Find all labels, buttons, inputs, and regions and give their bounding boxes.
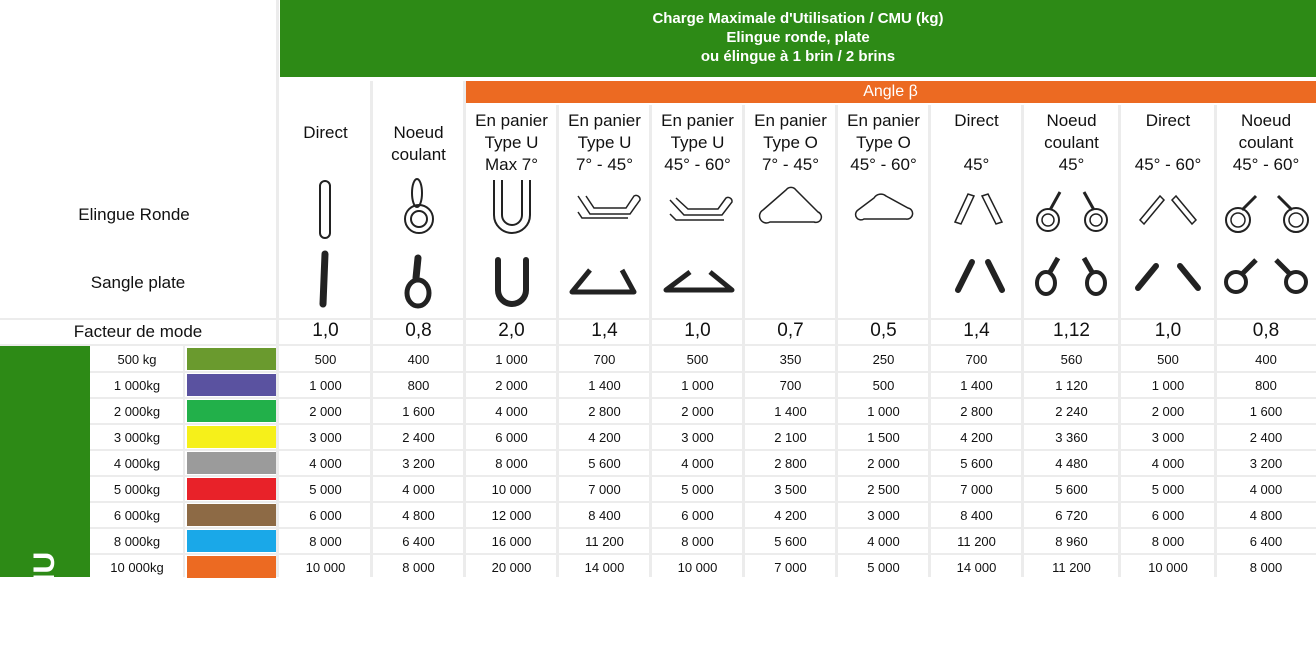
cmu-cell: 3 360 — [1055, 430, 1088, 445]
cmu-cell: 4 000 — [1249, 482, 1283, 497]
column-header-line: 7° - 45° — [761, 155, 820, 174]
cmu-cell: 8 000 — [495, 456, 528, 471]
cmu-cell: 500 — [872, 378, 895, 393]
cmu-cell: 3 000 — [309, 430, 342, 445]
flat-direct-45-icon — [958, 262, 1002, 290]
capacity-color-swatch — [187, 348, 276, 370]
cmu-cell: 8 000 — [402, 560, 435, 575]
capacity-color-swatch — [187, 530, 276, 552]
cmu-cell: 7 000 — [960, 482, 993, 497]
column-header-11 — [1216, 110, 1316, 176]
column-header-4 — [558, 110, 651, 176]
flat-choke-60-icon — [1226, 260, 1306, 292]
cmu-label: CMU — [28, 551, 61, 621]
cmu-cell: 250 — [872, 352, 895, 367]
cmu-cell: 10 000 — [1148, 560, 1188, 575]
cmu-cell: 1 000 — [309, 378, 342, 393]
cmu-cell: 4 000 — [309, 456, 342, 471]
header-line-2: Elingue ronde, plate — [726, 29, 870, 46]
cmu-cell: 5 600 — [774, 534, 807, 549]
column-header-line: Noeud — [1240, 111, 1292, 130]
cmu-cell: 3 000 — [681, 430, 714, 445]
grid-hline — [90, 501, 1316, 503]
column-header-line: Direct — [954, 111, 999, 130]
cmu-cell: 3 000 — [867, 508, 900, 523]
grid-hline — [90, 449, 1316, 451]
cmu-cell: 2 000 — [495, 378, 528, 393]
column-header-line: En panier — [568, 111, 641, 130]
factor-value: 1,0 — [684, 320, 711, 341]
cmu-cell: 1 500 — [867, 430, 900, 445]
capacity-color-swatch — [187, 556, 276, 578]
angle-header: Angle β — [465, 81, 1316, 103]
cmu-cell: 6 000 — [681, 508, 714, 523]
cmu-cell: 2 000 — [309, 404, 342, 419]
cmu-cell: 500 — [1157, 352, 1179, 367]
cmu-cell: 1 000 — [495, 352, 528, 367]
flat-basket-u-icon — [498, 260, 526, 304]
factor-value: 1,4 — [591, 320, 618, 341]
column-header-line: En panier — [754, 111, 827, 130]
factor-value: 2,0 — [498, 320, 525, 341]
cmu-cell: 8 960 — [1055, 534, 1088, 549]
cmu-cell: 3 200 — [402, 456, 435, 471]
cmu-cell: 1 600 — [1249, 404, 1283, 419]
cmu-cell: 500 — [314, 352, 337, 367]
cmu-cell: 16 000 — [491, 534, 532, 549]
cmu-cell: 4 200 — [960, 430, 993, 445]
column-header-5 — [651, 110, 744, 176]
factor-value: 0,8 — [1252, 320, 1280, 341]
cmu-cell: 11 200 — [957, 534, 996, 549]
label-elingue-ronde: Elingue Ronde — [78, 205, 190, 224]
cmu-cell: 8 400 — [960, 508, 993, 523]
cmu-cell: 1 000 — [1151, 378, 1185, 393]
column-header-line: Type U — [484, 133, 539, 152]
cmu-cell: 4 200 — [774, 508, 807, 523]
capacity-label: 1 000kg — [113, 378, 161, 393]
column-header-line: Noeud — [393, 123, 444, 142]
cmu-cell: 8 000 — [309, 534, 342, 549]
capacity-label: 4 000kg — [113, 456, 161, 471]
capacity-label: 8 000kg — [113, 534, 161, 549]
column-header-line: Type O — [856, 133, 911, 152]
grid-hline — [90, 423, 1316, 425]
flat-choke-icon — [407, 258, 429, 306]
cmu-cell: 10 000 — [305, 560, 346, 575]
cmu-cell: 1 400 — [774, 404, 807, 419]
cmu-cell: 1 000 — [681, 378, 714, 393]
cmu-cell: 2 000 — [681, 404, 714, 419]
cmu-cell: 6 000 — [309, 508, 342, 523]
cmu-cell: 4 200 — [588, 430, 621, 445]
capacity-label: 3 000kg — [113, 430, 161, 445]
column-header-1 — [279, 122, 372, 144]
column-header-line: 45° - 60° — [1134, 155, 1202, 174]
cmu-cell: 3 200 — [1249, 456, 1283, 471]
factor-value: 0,7 — [777, 320, 804, 341]
cmu-cell: 6 400 — [1249, 534, 1283, 549]
cmu-cell: 10 000 — [491, 482, 532, 497]
column-header-line: Max 7° — [484, 155, 539, 174]
grid-hline — [90, 553, 1316, 555]
cmu-cell: 11 200 — [585, 534, 624, 549]
cmu-cell: 4 800 — [402, 508, 435, 523]
cmu-cell: 5 600 — [1055, 482, 1088, 497]
cmu-cell: 2 100 — [774, 430, 807, 445]
cmu-cell: 800 — [407, 378, 430, 393]
cmu-cell: 700 — [593, 352, 616, 367]
column-header-3 — [465, 110, 558, 176]
cmu-cell: 7 000 — [588, 482, 621, 497]
round-basket-o-45-icon — [760, 187, 822, 223]
header-line-3: ou élingue à 1 brin / 2 brins — [700, 48, 896, 65]
cmu-cell: 4 000 — [402, 482, 435, 497]
cmu-cell: 700 — [779, 378, 802, 393]
cmu-cell: 20 000 — [491, 560, 532, 575]
cmu-cell: 2 500 — [867, 482, 900, 497]
factor-value: 1,12 — [1053, 320, 1090, 341]
cmu-cell: 4 800 — [1249, 508, 1283, 523]
cmu-cell: 6 400 — [402, 534, 435, 549]
cmu-cell: 2 800 — [588, 404, 621, 419]
grid-hline — [90, 527, 1316, 529]
grid-hline — [0, 344, 1316, 346]
cmu-cell: 1 400 — [588, 378, 621, 393]
column-header-2 — [372, 122, 465, 166]
cmu-header — [280, 0, 1316, 77]
column-header-9 — [1023, 110, 1120, 176]
cmu-cell: 12 000 — [491, 508, 532, 523]
grid-hline — [90, 371, 1316, 373]
cmu-cell: 1 120 — [1055, 378, 1088, 393]
cmu-cell: 2 800 — [774, 456, 807, 471]
column-header-line: coulant — [1044, 133, 1099, 152]
cmu-cell: 800 — [1255, 378, 1277, 393]
round-direct-60-icon — [1140, 196, 1196, 224]
cmu-cell: 2 240 — [1055, 404, 1088, 419]
cmu-cell: 14 000 — [956, 560, 997, 575]
capacity-label: 500 kg — [117, 352, 157, 367]
cmu-cell: 8 000 — [1151, 534, 1185, 549]
cmu-cell: 350 — [779, 352, 802, 367]
cmu-cell: 500 — [686, 352, 709, 367]
round-choke-icon — [405, 179, 433, 233]
label-facteur-mode: Facteur de mode — [73, 322, 203, 341]
flat-basket-u-45-icon — [572, 270, 634, 292]
factor-value: 1,4 — [963, 320, 990, 341]
column-header-line: Type O — [763, 133, 818, 152]
column-header-line: 7° - 45° — [575, 155, 634, 174]
grid-hline — [90, 397, 1316, 399]
cmu-cell: 11 200 — [1052, 560, 1091, 575]
column-header-line: Direct — [1145, 111, 1191, 130]
cmu-cell: 5 000 — [681, 482, 714, 497]
column-header-line: Type U — [670, 133, 725, 152]
round-basket-u-icon — [494, 180, 530, 233]
column-header-6 — [744, 110, 837, 176]
grid-hline — [90, 475, 1316, 477]
round-basket-o-60-icon — [856, 194, 913, 220]
factor-value: 1,0 — [312, 320, 339, 341]
round-basket-u-60-icon — [670, 197, 732, 220]
round-basket-u-45-icon — [578, 195, 640, 218]
factor-value: 0,8 — [405, 320, 432, 341]
cmu-block — [0, 346, 90, 621]
capacity-color-swatch — [187, 374, 276, 396]
factor-value: 0,5 — [870, 320, 897, 341]
cmu-cell: 1 400 — [960, 378, 993, 393]
column-header-line — [930, 132, 1023, 154]
flat-basket-u-60-icon — [666, 272, 732, 290]
cmu-cell: 6 000 — [1151, 508, 1185, 523]
capacity-color-swatch — [187, 426, 276, 448]
capacity-label: 5 000kg — [113, 482, 161, 497]
column-header-line: 45° — [1058, 155, 1085, 174]
cmu-cell: 8 000 — [1249, 560, 1283, 575]
column-header-7 — [837, 110, 930, 176]
cmu-cell: 5 000 — [867, 560, 900, 575]
cmu-cell: 4 000 — [1151, 456, 1185, 471]
column-header-line: En panier — [661, 111, 734, 130]
cmu-cell: 5 600 — [960, 456, 993, 471]
cmu-cell: 6 720 — [1055, 508, 1088, 523]
cmu-cell: 1 600 — [402, 404, 435, 419]
round-direct-icon — [320, 181, 330, 238]
cmu-cell: 2 400 — [1249, 430, 1283, 445]
capacity-label: 10 000kg — [110, 560, 164, 575]
cmu-cell: 6 000 — [495, 430, 528, 445]
cmu-cell: 4 000 — [681, 456, 714, 471]
cmu-cell: 3 000 — [1151, 430, 1185, 445]
round-direct-45-icon — [955, 194, 1002, 224]
column-header-line: 45° - 60° — [664, 155, 731, 174]
header-line-1: Charge Maximale d'Utilisation / CMU (kg) — [652, 10, 944, 27]
capacity-color-swatch — [187, 452, 276, 474]
round-choke-45-icon — [1037, 192, 1107, 231]
cmu-cell: 8 400 — [588, 508, 621, 523]
cmu-cell: 14 000 — [584, 560, 625, 575]
column-header-line: coulant — [391, 145, 446, 164]
flat-direct-60-icon — [1138, 266, 1198, 288]
column-header-line: Type U — [577, 133, 632, 152]
grid-vline — [183, 346, 185, 577]
capacity-color-swatch — [187, 504, 276, 526]
cmu-cell: 7 000 — [774, 560, 807, 575]
cmu-cell: 3 500 — [774, 482, 807, 497]
flat-direct-icon — [323, 254, 325, 304]
cmu-cell: 4 480 — [1055, 456, 1088, 471]
factor-value: 1,0 — [1154, 320, 1182, 341]
capacity-color-swatch — [187, 478, 276, 500]
cmu-cell: 4 000 — [495, 404, 528, 419]
column-header-10 — [1120, 110, 1216, 176]
cmu-cell: 8 000 — [681, 534, 714, 549]
column-header-line: 45° - 60° — [850, 155, 917, 174]
cmu-cell: 2 000 — [1151, 404, 1185, 419]
cmu-cell: 400 — [1255, 352, 1277, 367]
flat-choke-45-icon — [1037, 258, 1105, 294]
column-header-8 — [930, 110, 1023, 176]
column-header-line — [1120, 132, 1216, 154]
column-header-line: Direct — [303, 123, 348, 142]
cmu-cell: 5 000 — [309, 482, 342, 497]
cmu-cell: 4 000 — [867, 534, 900, 549]
column-header-line: 45° — [963, 155, 990, 174]
column-header-line: coulant — [1238, 133, 1294, 152]
cmu-cell: 5 000 — [1151, 482, 1185, 497]
capacity-label: 2 000kg — [113, 404, 161, 419]
cmu-cell: 2 000 — [867, 456, 900, 471]
column-header-line: En panier — [475, 111, 548, 130]
capacity-color-swatch — [187, 400, 276, 422]
label-sangle-plate: Sangle plate — [90, 273, 186, 292]
column-header-line: Noeud — [1046, 111, 1097, 130]
cmu-cell: 560 — [1060, 352, 1083, 367]
cmu-cell: 400 — [407, 352, 430, 367]
cmu-cell: 700 — [965, 352, 988, 367]
round-choke-60-icon — [1226, 196, 1308, 232]
column-header-line: 45° - 60° — [1232, 155, 1300, 174]
cmu-cell: 2 400 — [402, 430, 435, 445]
cmu-cell: 2 800 — [960, 404, 993, 419]
column-header-line: En panier — [847, 111, 920, 130]
capacity-label: 6 000kg — [113, 508, 161, 523]
cmu-cell: 10 000 — [677, 560, 718, 575]
cmu-cell: 5 600 — [588, 456, 621, 471]
cmu-cell: 1 000 — [867, 404, 900, 419]
